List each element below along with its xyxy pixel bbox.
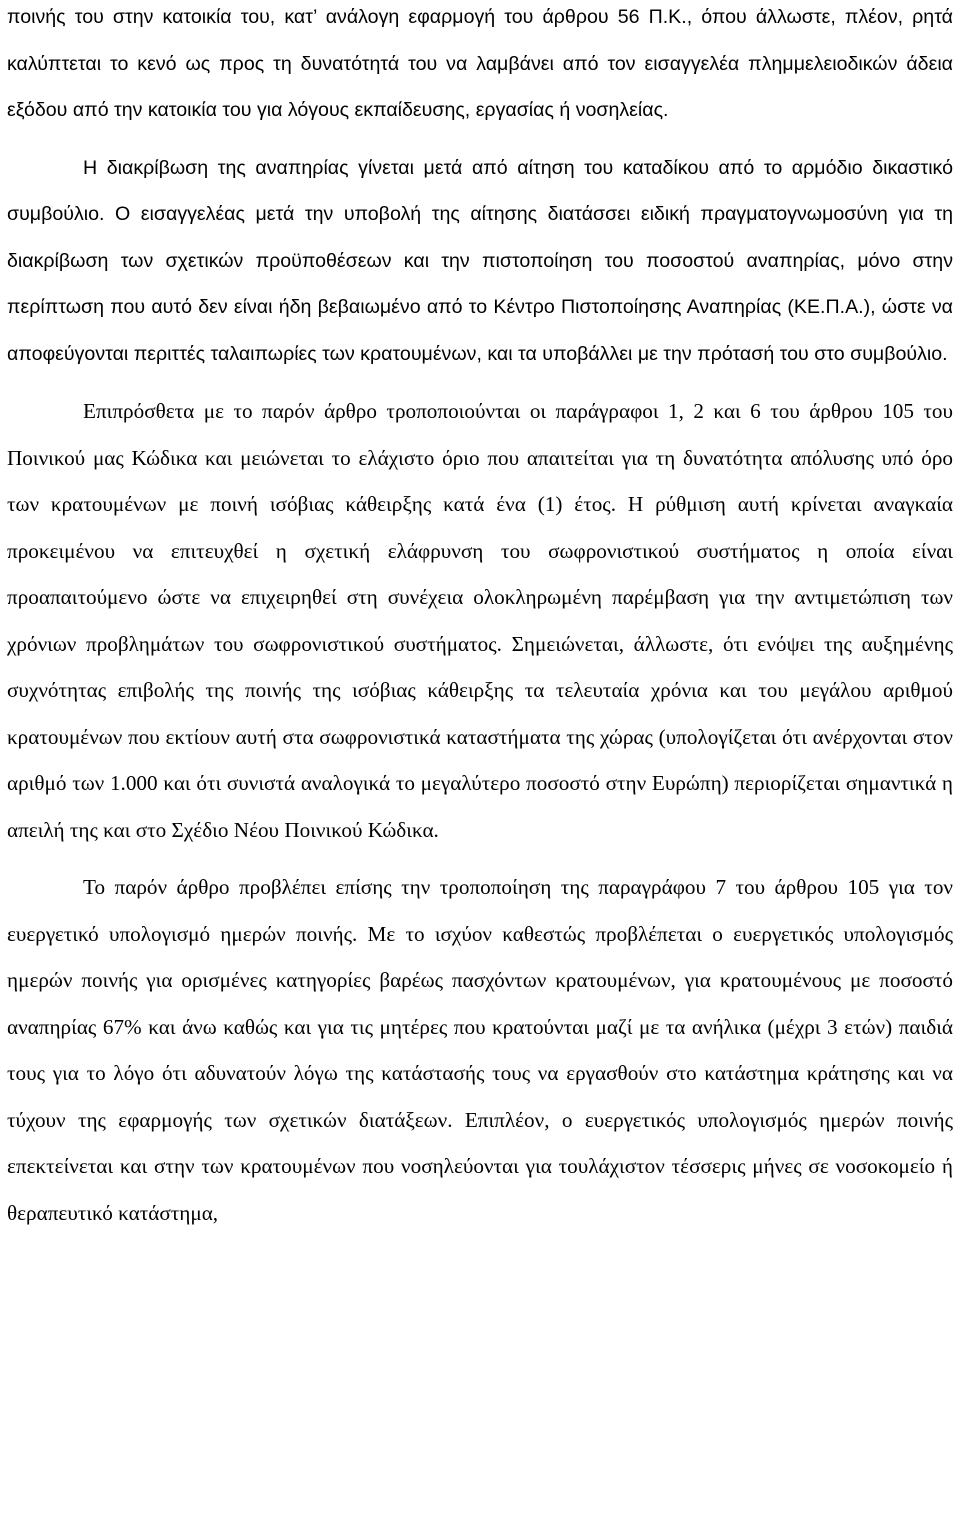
paragraph-1: ποινής του στην κατοικία του, κατ’ ανάλογη εφαρμογή του άρθρου 56 Π.Κ., όπου άλλωστε, πλέον, ρητά καλύπτεται το κενό ως προς τη δυνατότητά του να λαμβάνει από τον εισαγγελέα πλημμελειοδικών άδεια εξόδου από την κατοικία του για λόγους εκπαίδευσης, εργασίας ή νοσηλείας.	[7, 6, 953, 121]
paragraph-4: Το παρόν άρθρο προβλέπει επίσης την τροποποίηση της παραγράφου 7 του άρθρου 105 για τον ευεργετικό υπολογισμό ημερών ποινής. Με το ισχύον καθεστώς προβλέπεται ο ευεργετικός υπολογισμός ημερών ποινής για ορισμένες κατηγορίες βαρέως πασχόντων κρατουμένων, για κρατουμένους με ποσοστό αναπηρίας 67% και άνω καθώς και για τις μητέρες που κρατούνται μαζί με τα ανήλικα (μέχρι 3 ετών) παιδιά τους για το λόγο ότι αδυνατούν λόγω της κατάστασής τους να εργασθούν στο κατάστημα κράτησης και να τύχουν της εφαρμογής των σχετικών διατάξεων. Επιπλέον, ο ευεργετικός υπολογισμός ημερών ποινής επεκτείνεται και στην των κρατουμένων που νοσηλεύονται για τουλάχιστον τέσσερις μήνες σε νοσοκομείο ή θεραπευτικό κατάστημα,	[7, 875, 953, 1225]
document-page	[7, 0, 953, 1236]
paragraph-3: Επιπρόσθετα με το παρόν άρθρο τροποποιούνται οι παράγραφοι 1, 2 και 6 του άρθρου 105 του Ποινικού μας Κώδικα και μειώνεται το ελάχιστο όριο που απαιτείται για τη δυνατότητα απόλυσης υπό όρο των κρατουμένων με ποινή ισόβιας κάθειρξης κατά ένα (1) έτος. Η ρύθμιση αυτή κρίνεται αναγκαία προκειμένου να επιτευχθεί η σχετική ελάφρυνση του σωφρονιστικού συστήματος η οποία είναι προαπαιτούμενο ώστε να επιχειρηθεί στη συνέχεια ολοκληρωμένη παρέμβαση για την αντιμετώπιση των χρόνιων προβλημάτων του σωφρονιστικού συστήματος. Σημειώνεται, άλλωστε, ότι ενόψει της αυξημένης συχνότητας επιβολής της ποινής της ισόβιας κάθειρξης τα τελευταία χρόνια και του μεγάλου αριθμού κρατουμένων που εκτίουν αυτή στα σωφρονιστικά καταστήματα της χώρας (υπολογίζεται ότι ανέρχονται στον αριθμό των 1.000 και ότι συνιστά αναλογικά το μεγαλύτερο ποσοστό στην Ευρώπη) περιορίζεται σημαντικά η απειλή της και στο Σχέδιο Νέου Ποινικού Κώδικα.	[7, 399, 953, 842]
paragraph-2: Η διακρίβωση της αναπηρίας γίνεται μετά από αίτηση του καταδίκου από το αρμόδιο δικαστικό συμβούλιο. Ο εισαγγελέας μετά την υποβολή της αίτησης διατάσσει ειδική πραγματογνωμοσύνη για τη διακρίβωση των σχετικών προϋποθέσεων και την πιστοποίηση του ποσοστού αναπηρίας, μόνο στην περίπτωση που αυτό δεν είναι ήδη βεβαιωμένο από το Κέντρο Πιστοποίησης Αναπηρίας (ΚΕ.Π.Α.), ώστε να αποφεύγονται περιττές ταλαιπωρίες των κρατουμένων, και τα υποβάλλει με την πρότασή του στο συμβούλιο.	[7, 156, 953, 365]
